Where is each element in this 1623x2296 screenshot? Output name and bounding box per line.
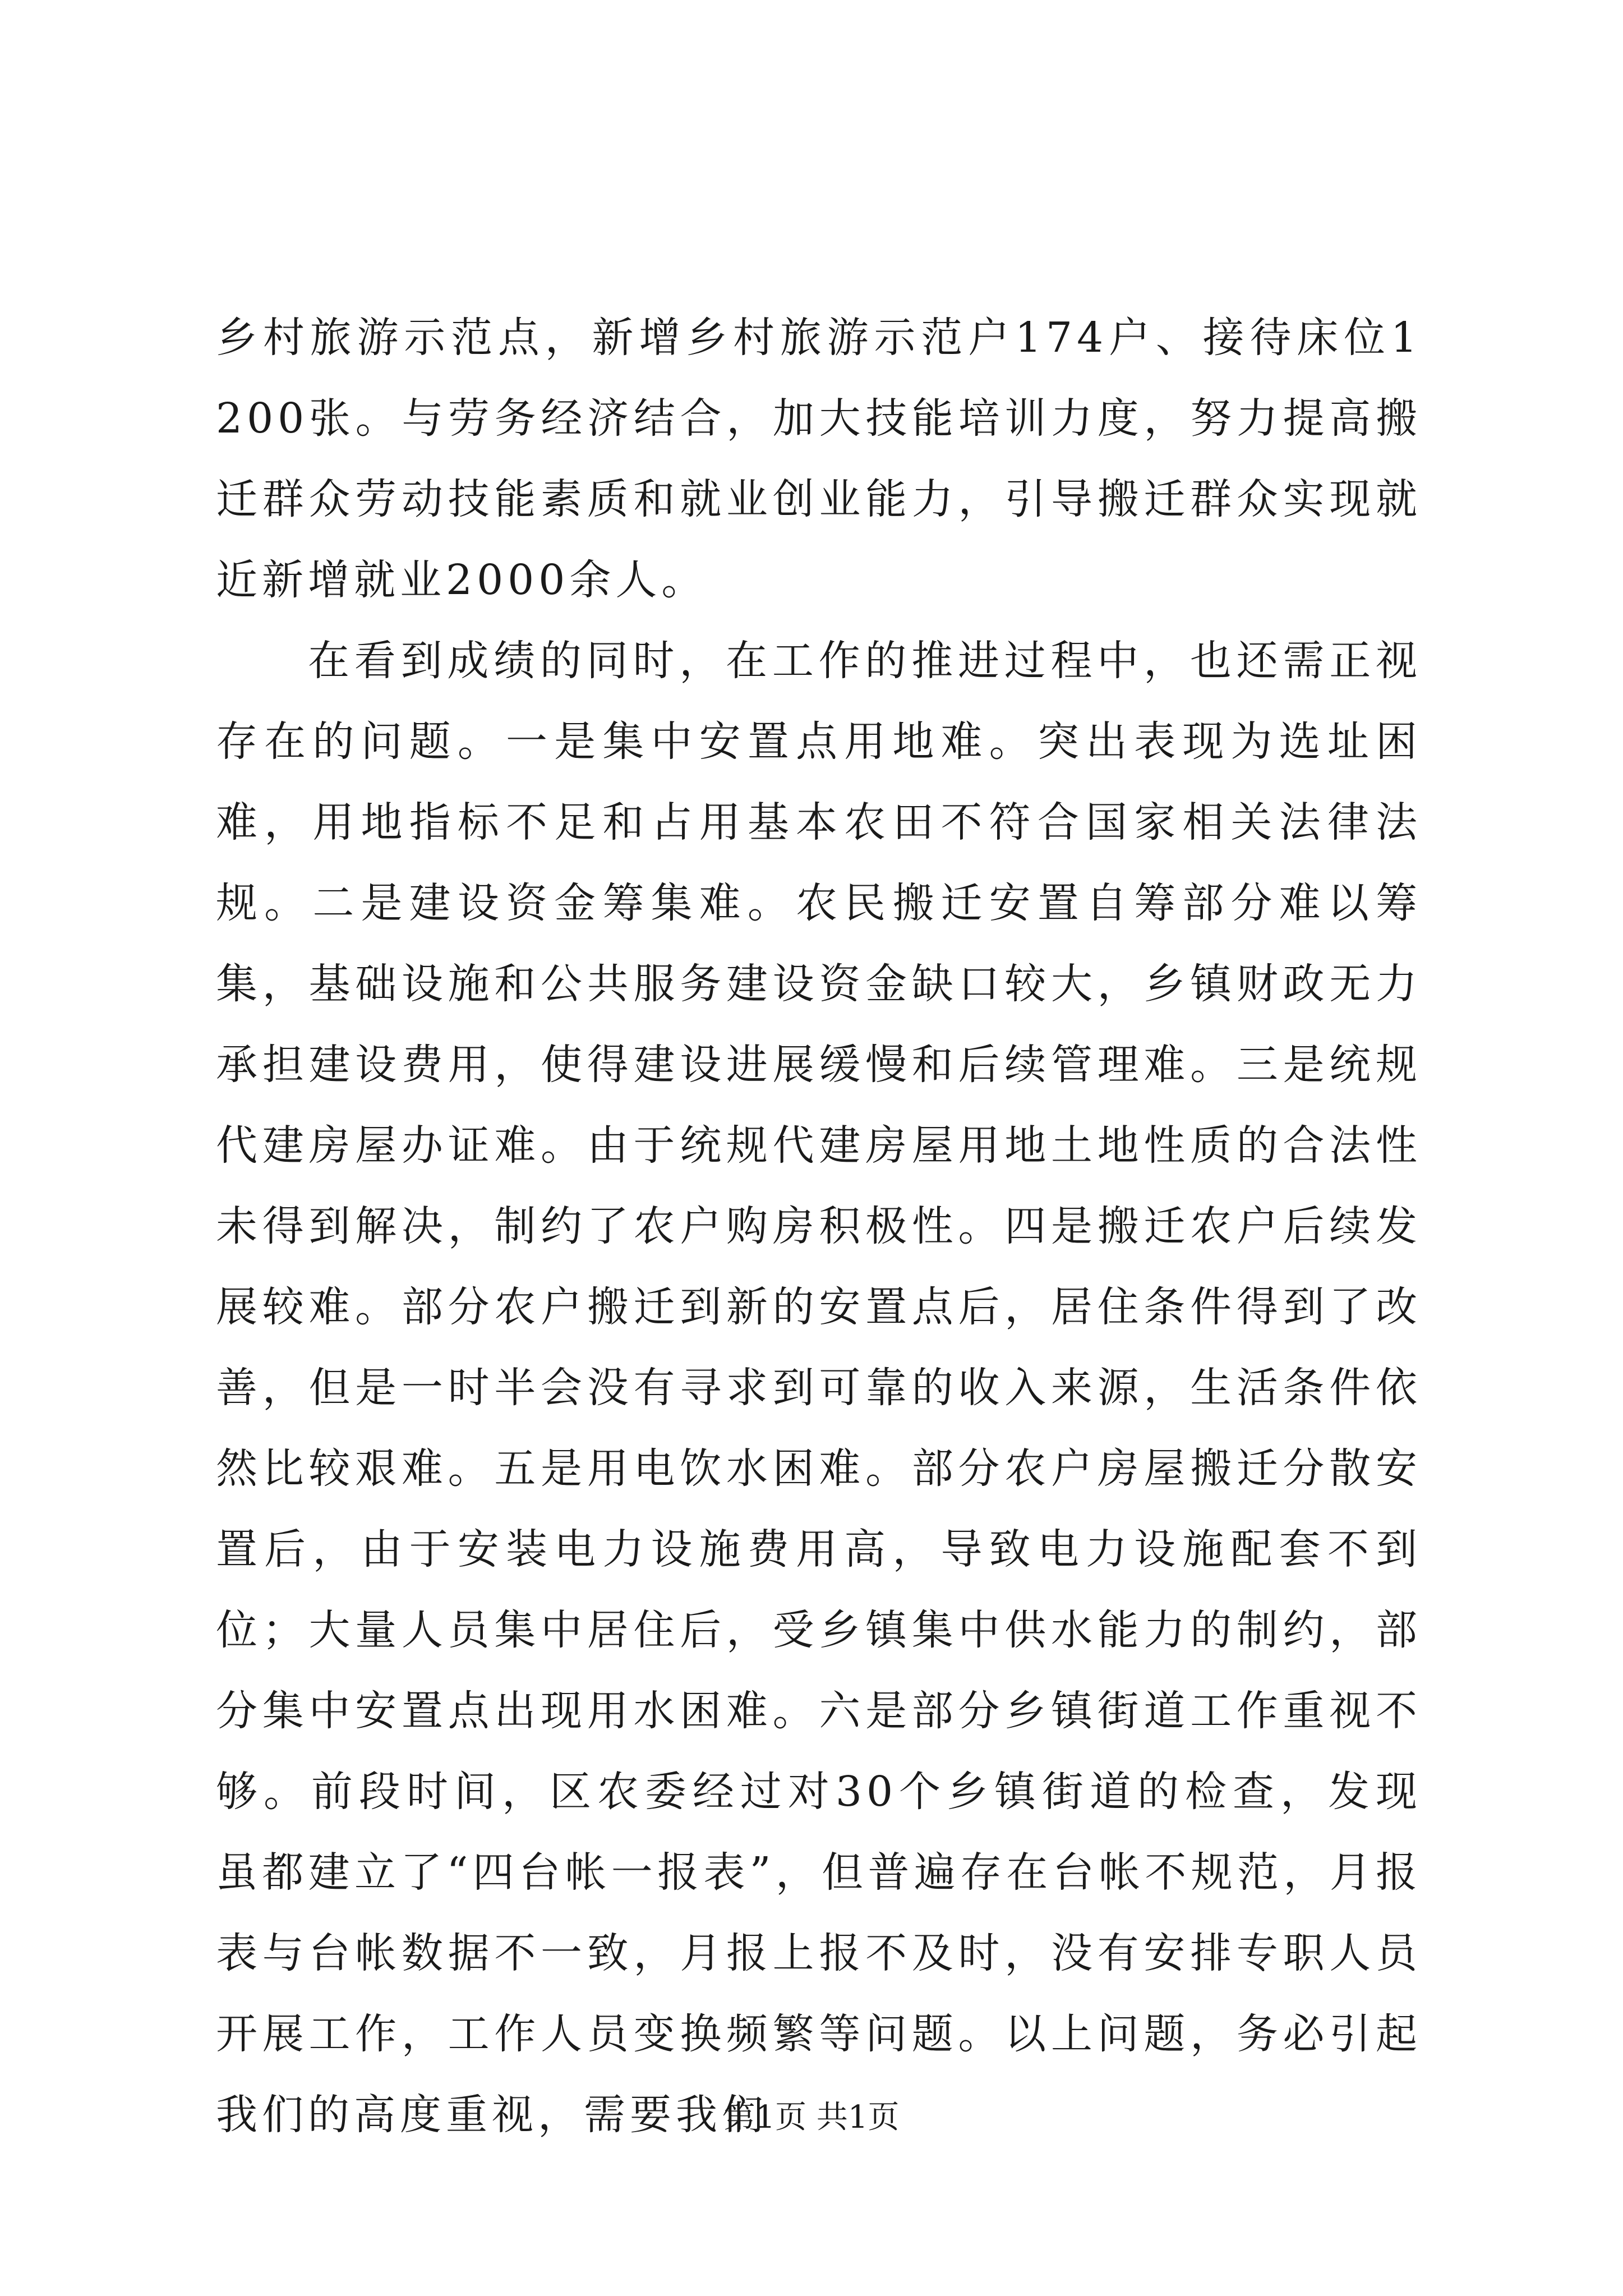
document-body (216, 297, 1422, 2155)
paragraph-2: 在看到成绩的同时，在工作的推进过程中，也还需正视存在的问题。一是集中安置点用地难。突出表现为选址困难，用地指标不足和占用基本农田不符合国家相关法律法规。二是建设资金筹集难。农民搬迁安置自筹部分难以筹集，基础设施和公共服务建设资金缺口较大，乡镇财政无力承担建设费用，使得建设进展缓慢和后续管理难。三是统规代建房屋办证难。由于统规代建房屋用地土地性质的合法性未得到解决，制约了农户购房积极性。四是搬迁农户后续发展较难。部分农户搬迁到新的安置点后，居住条件得到了改善，但是一时半会没有寻求到可靠的收入来源，生活条件依然比较艰难。五是用电饮水困难。部分农户房屋搬迁分散安置后，由于安装电力设施费用高，导致电力设施配套不到位；大量人员集中居住后，受乡镇集中供水能力的制约，部分集中安置点出现用水困难。六是部分乡镇街道工作重视不够。前段时间，区农委经过对30个乡镇街道的检查，发现虽都建立了“四台帐一报表”，但普遍存在台帐不规范，月报表与台帐数据不一致，月报上报不及时，没有安排专职人员开展工作，工作人员变换频繁等问题。以上问题，务必引起我们的高度重视，需要我们 (216, 637, 1422, 2139)
paragraph-1: 乡村旅游示范点，新增乡村旅游示范户174户、接待床位1200张。与劳务经济结合，加大技能培训力度，努力提高搬迁群众劳动技能素质和就业创业能力，引导搬迁群众实现就近新增就业2000余人。 (216, 314, 1422, 604)
page-footer: 第1页 共1页 (723, 2099, 900, 2136)
